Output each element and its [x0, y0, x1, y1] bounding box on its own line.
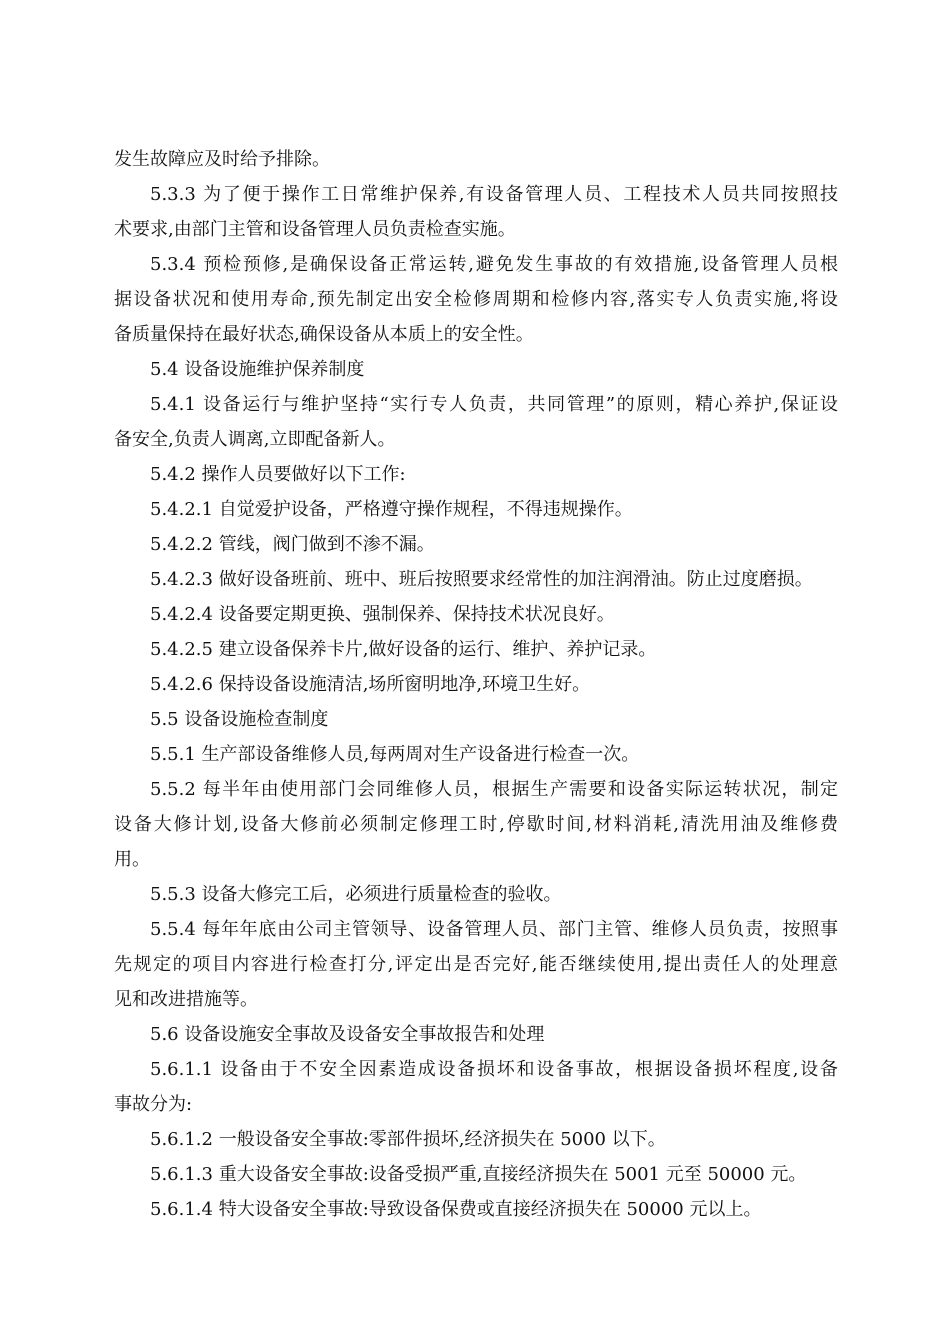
text-line: 5.5.1 生产部设备维修人员,每两周对生产设备进行检查一次。 — [150, 744, 640, 765]
text-line: 5.3.3 为了便于操作工日常维护保养,有设备管理人员、工程技术人员共同按照技 — [150, 184, 838, 205]
document-body — [114, 142, 838, 1227]
text-line: 备质量保持在最好状态,确保设备从本质上的安全性。 — [114, 324, 534, 345]
text-line: 5.4.2.2 管线，阀门做到不渗不漏。 — [150, 534, 435, 555]
text-line: 见和改进措施等。 — [114, 989, 258, 1010]
text-line: 用。 — [114, 849, 150, 870]
text-line: 5.4.2.1 自觉爱护设备，严格遵守操作规程，不得违规操作。 — [150, 499, 633, 520]
text-line: 术要求,由部门主管和设备管理人员负责检查实施。 — [114, 219, 516, 240]
text-line: 5.4.2.5 建立设备保养卡片,做好设备的运行、维护、养护记录。 — [150, 639, 657, 660]
section-heading: 5.5 设备设施检查制度 — [150, 709, 329, 730]
section-heading: 5.4 设备设施维护保养制度 — [150, 359, 365, 380]
text-line: 设备大修计划,设备大修前必须制定修理工时,停歇时间,材料消耗,清洗用油及维修费 — [114, 814, 838, 835]
text-line: 5.5.3 设备大修完工后，必须进行质量检查的验收。 — [150, 884, 562, 905]
text-line: 5.4.2.6 保持设备设施清洁,场所窗明地净,环境卫生好。 — [150, 674, 591, 695]
text-line: 5.6.1.1 设备由于不安全因素造成设备损坏和设备事故，根据设备损坏程度,设备 — [150, 1059, 838, 1080]
text-line: 备安全,负责人调离,立即配备新人。 — [114, 429, 396, 450]
text-line: 5.5.2 每半年由使用部门会同维修人员，根据生产需要和设备实际运转状况，制定 — [150, 779, 838, 800]
text-line: 5.4.2.3 做好设备班前、班中、班后按照要求经常性的加注润滑油。防止过度磨损。 — [150, 569, 813, 590]
text-line: 5.6.1.2 一般设备安全事故:零部件损坏,经济损失在 5000 以下。 — [150, 1129, 666, 1150]
text-line: 5.4.1 设备运行与维护坚持“实行专人负责，共同管理”的原则，精心养护,保证设 — [150, 394, 838, 415]
text-line: 发生故障应及时给予排除。 — [114, 149, 330, 170]
text-line: 据设备状况和使用寿命,预先制定出安全检修周期和检修内容,落实专人负责实施,将设 — [114, 289, 838, 310]
text-line: 5.3.4 预检预修,是确保设备正常运转,避免发生事故的有效措施,设备管理人员根 — [150, 254, 838, 275]
text-line: 5.6.1.3 重大设备安全事故:设备受损严重,直接经济损失在 5001 元至 50000 元。 — [150, 1164, 807, 1185]
text-line: 5.5.4 每年年底由公司主管领导、设备管理人员、部门主管、维修人员负责，按照事 — [150, 919, 838, 940]
text-line: 5.4.2 操作人员要做好以下工作: — [150, 464, 406, 485]
text-line: 先规定的项目内容进行检查打分,评定出是否完好,能否继续使用,提出责任人的处理意 — [114, 954, 838, 975]
text-line: 事故分为: — [114, 1094, 193, 1115]
text-line: 5.4.2.4 设备要定期更换、强制保养、保持技术状况良好。 — [150, 604, 615, 625]
section-heading: 5.6 设备设施安全事故及设备安全事故报告和处理 — [150, 1024, 545, 1045]
text-line: 5.6.1.4 特大设备安全事故:导致设备保费或直接经济损失在 50000 元以上。 — [150, 1199, 762, 1220]
